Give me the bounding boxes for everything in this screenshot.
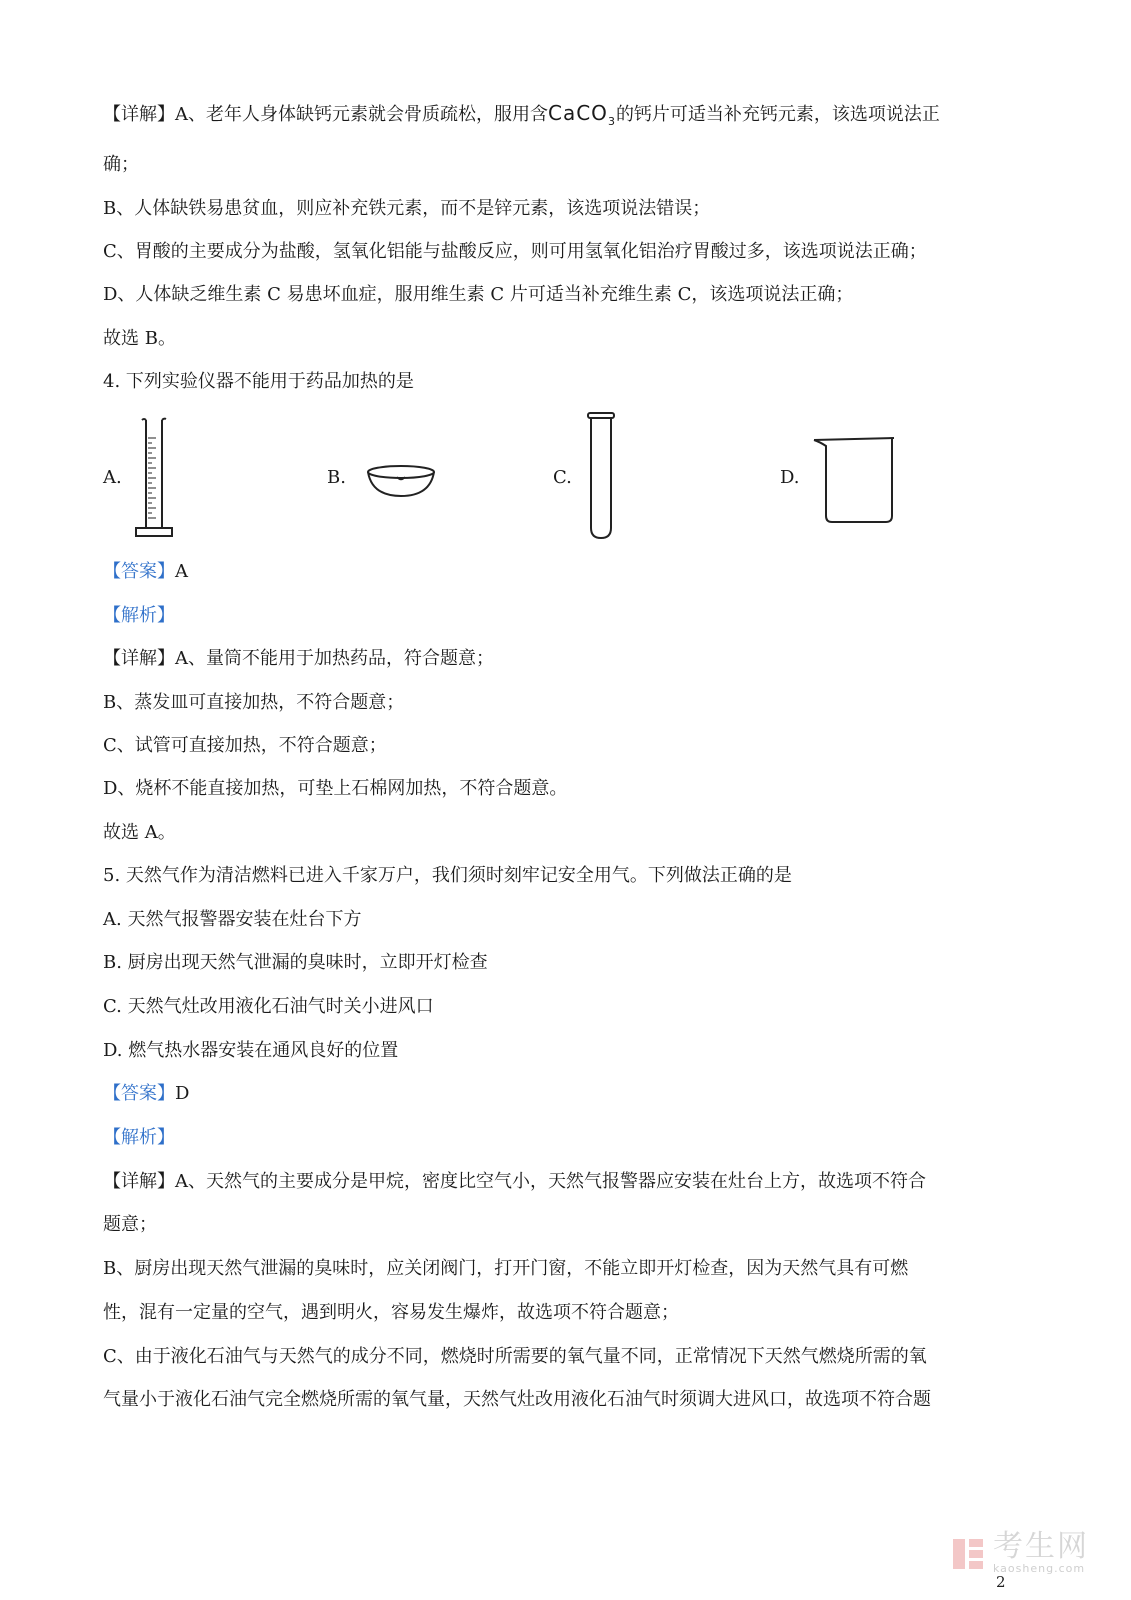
q5-question: 5. 天然气作为清洁燃料已进入千家万户，我们须时刻牢记安全用气。下列做法正确的是 <box>103 865 792 886</box>
answer-value: D <box>175 1083 190 1104</box>
q5-option-d: D. 燃气热水器安装在通风良好的位置 <box>103 1040 399 1061</box>
beaker-icon <box>810 432 898 526</box>
formula-subscript: 3 <box>607 115 616 128</box>
q4-choose: 故选 A。 <box>103 822 176 843</box>
answer-tag: 【答案】 <box>103 561 175 582</box>
q5-option-c: C. 天然气灶改用液化石油气时关小进风口 <box>103 996 434 1017</box>
q3-detail-c: C、胃酸的主要成分为盐酸，氢氧化铝能与盐酸反应，则可用氢氧化铝治疗胃酸过多，该选项说法正确； <box>103 241 927 262</box>
q4-question: 4. 下列实验仪器不能用于药品加热的是 <box>103 371 414 392</box>
page-number: 2 <box>996 1573 1006 1591</box>
q4-detail-b: B、蒸发皿可直接加热，不符合题意； <box>103 692 405 713</box>
q5-detail-a2: 题意； <box>103 1214 157 1235</box>
q3-detail-a <box>103 101 940 129</box>
q3-choose: 故选 B。 <box>103 328 176 349</box>
q3-detail-a-cont: 确； <box>103 154 139 175</box>
q4-detail-d: D、烧杯不能直接加热，可垫上石棉网加热，不符合题意。 <box>103 778 568 799</box>
q3-detail-a-text: 【详解】A、老年人身体缺钙元素就会骨质疏松，服用含 <box>103 104 548 125</box>
q5-option-a: A. 天然气报警器安装在灶台下方 <box>103 909 362 930</box>
q5-analysis-tag: 【解析】 <box>103 1127 175 1148</box>
watermark-logo-icon <box>951 1537 985 1571</box>
q5-detail-c2: 气量小于液化石油气完全燃烧所需的氧气量，天然气灶改用液化石油气时须调大进风口，故选项不符合题 <box>103 1389 931 1410</box>
evaporating-dish-icon <box>364 462 438 500</box>
q5-detail-c1: C、由于液化石油气与天然气的成分不同，燃烧时所需要的氧气量不同，正常情况下天然气燃烧所需的氧 <box>103 1346 927 1367</box>
chem-formula <box>548 101 616 128</box>
q4-analysis-tag: 【解析】 <box>103 605 175 626</box>
answer-tag: 【答案】 <box>103 1083 175 1104</box>
watermark <box>951 1529 1089 1575</box>
q5-detail-a1: 【详解】A、天然气的主要成分是甲烷，密度比空气小，天然气报警器应安装在灶台上方，故选项不符合 <box>103 1171 926 1192</box>
q3-detail-b: B、人体缺铁易患贫血，则应补充铁元素，而不是锌元素，该选项说法错误； <box>103 198 711 219</box>
q4-answer <box>103 560 188 584</box>
q5-detail-b1: B、厨房出现天然气泄漏的臭味时，应关闭阀门，打开门窗，不能立即开灯检查，因为天然气具有可燃 <box>103 1258 909 1279</box>
formula-main: CaCO <box>548 101 608 125</box>
q5-option-b: B. 厨房出现天然气泄漏的臭味时，立即开灯检查 <box>103 952 488 973</box>
q4-detail-c: C、试管可直接加热，不符合题意； <box>103 735 387 756</box>
q4-option-b-label: B. <box>327 467 346 488</box>
watermark-url: kaosheng.com <box>993 1562 1086 1575</box>
q4-option-c-label: C. <box>553 467 572 488</box>
q3-detail-d: D、人体缺乏维生素 C 易患坏血症，服用维生素 C 片可适当补充维生素 C，该选项说法正确； <box>103 284 854 305</box>
q4-option-a-label: A. <box>103 467 122 488</box>
q5-answer <box>103 1082 189 1106</box>
watermark-name: 考生网 <box>993 1529 1089 1564</box>
q4-option-d-label: D. <box>780 467 800 488</box>
q3-detail-a-text-2: 的钙片可适当补充钙元素，该选项说法正 <box>615 104 940 125</box>
answer-value: A <box>175 561 188 582</box>
test-tube-icon <box>584 410 618 542</box>
q5-detail-b2: 性，混有一定量的空气，遇到明火，容易发生爆炸，故选项不符合题意； <box>103 1302 679 1323</box>
q4-detail-a: 【详解】A、量筒不能用于加热药品，符合题意； <box>103 648 494 669</box>
graduated-cylinder-icon <box>132 416 178 542</box>
